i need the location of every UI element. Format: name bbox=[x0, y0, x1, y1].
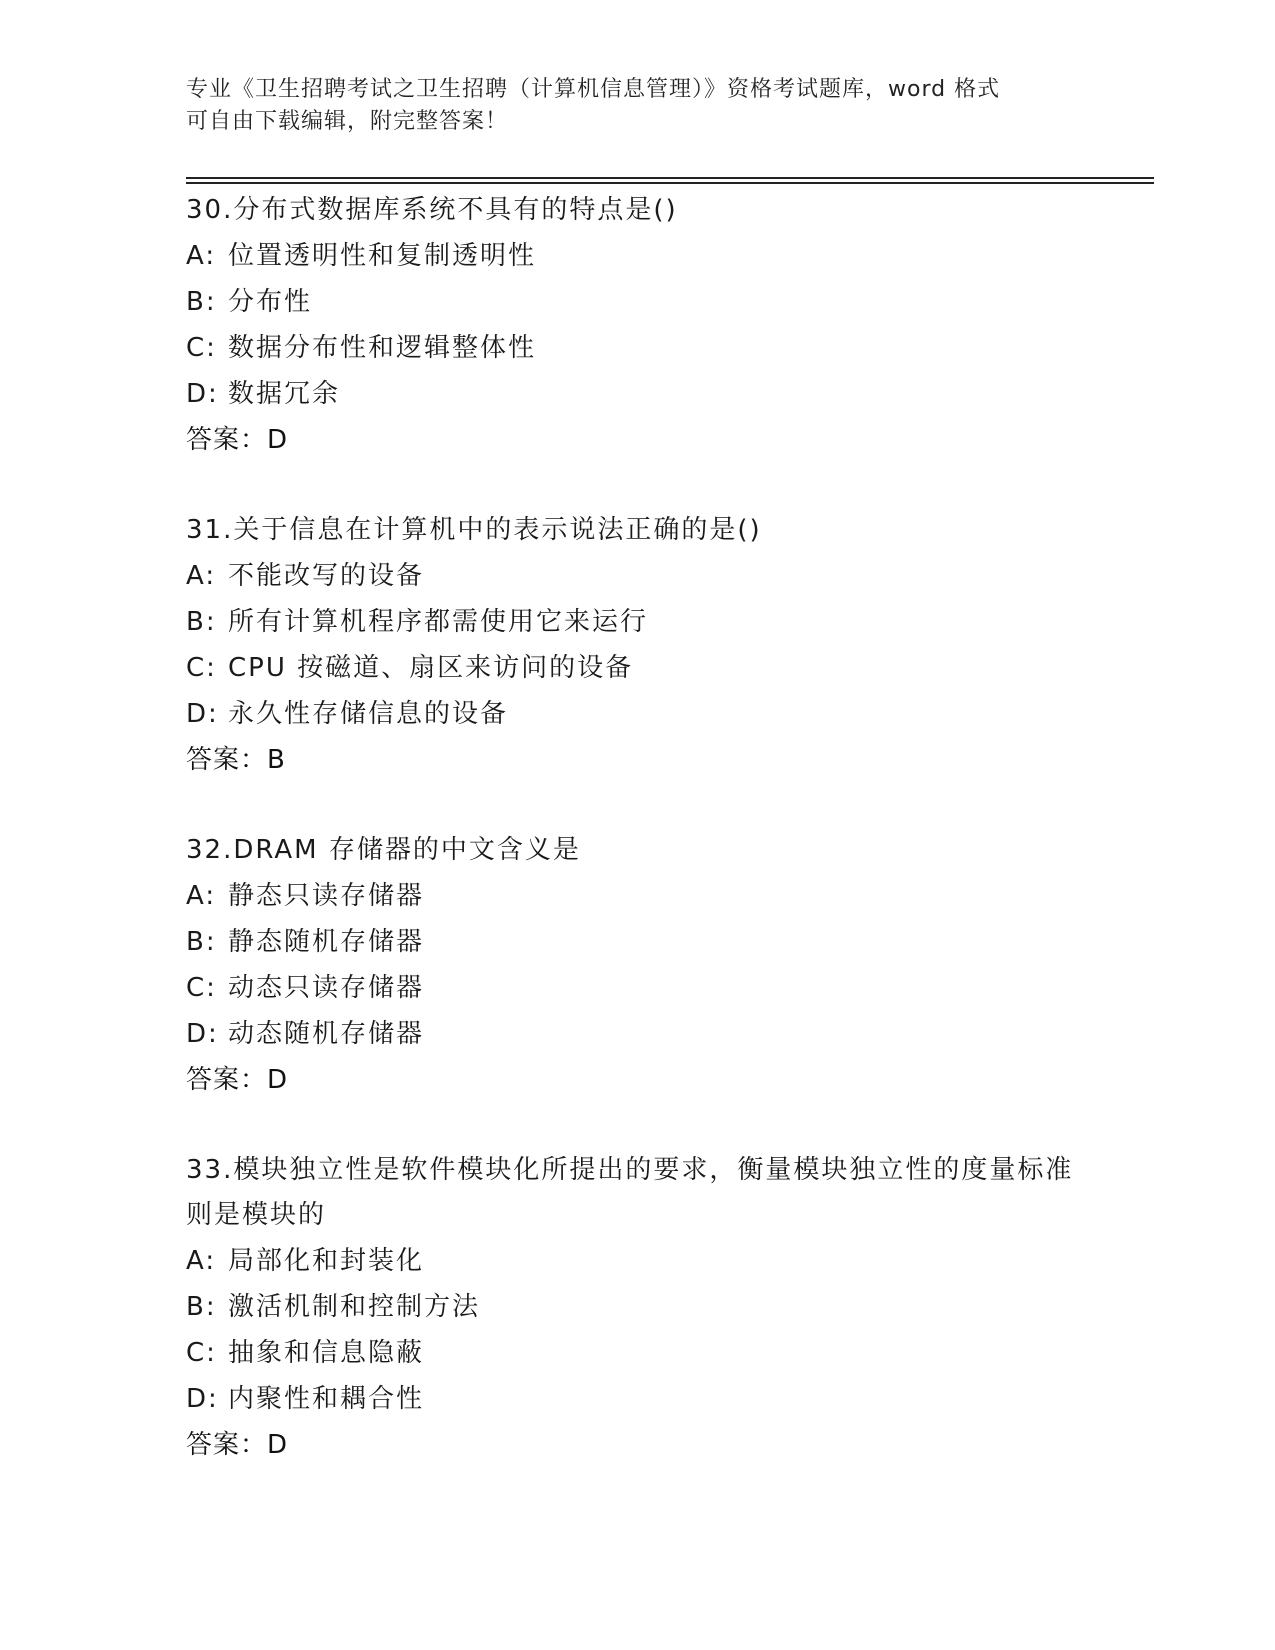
option-b bbox=[186, 919, 1086, 965]
option-text: 位置透明性和复制透明性 bbox=[228, 241, 537, 271]
option-letter: A: bbox=[186, 1246, 217, 1276]
question-text: 30.分布式数据库系统不具有的特点是() bbox=[186, 195, 678, 225]
option-letter: D: bbox=[186, 699, 219, 729]
option-text: 激活机制和控制方法 bbox=[228, 1292, 481, 1322]
option-text: 所有计算机程序都需使用它来运行 bbox=[228, 607, 649, 637]
option-text: 局部化和封装化 bbox=[228, 1246, 425, 1276]
question-list bbox=[186, 188, 1086, 1513]
question-31 bbox=[186, 508, 1086, 783]
option-letter: C: bbox=[186, 973, 217, 1003]
option-letter: C: bbox=[186, 333, 217, 363]
option-text: 数据分布性和逻辑整体性 bbox=[228, 333, 537, 363]
question-text: 33.模块独立性是软件模块化所提出的要求，衡量模块独立性的度量标准则是模块的 bbox=[186, 1155, 1074, 1230]
header-divider-top bbox=[186, 177, 1154, 179]
option-d bbox=[186, 691, 1086, 737]
option-letter: B: bbox=[186, 927, 217, 957]
option-letter: B: bbox=[186, 1292, 217, 1322]
answer-label: 答案：D bbox=[186, 1065, 289, 1095]
option-letter: A: bbox=[186, 561, 217, 591]
option-text: 动态只读存储器 bbox=[228, 973, 425, 1003]
header-line-2: 可自由下载编辑，附完整答案！ bbox=[186, 109, 509, 134]
option-a bbox=[186, 553, 1086, 599]
option-a bbox=[186, 1238, 1086, 1284]
option-letter: A: bbox=[186, 241, 217, 271]
option-b bbox=[186, 279, 1086, 325]
option-b bbox=[186, 599, 1086, 645]
option-letter: C: bbox=[186, 653, 217, 683]
option-c bbox=[186, 645, 1086, 691]
option-d bbox=[186, 1011, 1086, 1057]
option-a bbox=[186, 873, 1086, 919]
answer-label: 答案：D bbox=[186, 425, 289, 455]
option-text: 动态随机存储器 bbox=[228, 1019, 425, 1049]
option-text: 内聚性和耦合性 bbox=[228, 1384, 425, 1414]
option-text: 分布性 bbox=[228, 287, 313, 317]
option-c bbox=[186, 965, 1086, 1011]
option-d bbox=[186, 371, 1086, 417]
option-text: 数据冗余 bbox=[228, 379, 341, 409]
question-text: 31.关于信息在计算机中的表示说法正确的是() bbox=[186, 515, 762, 545]
option-text: 永久性存储信息的设备 bbox=[228, 699, 509, 729]
question-33 bbox=[186, 1148, 1086, 1468]
answer-label: 答案：B bbox=[186, 745, 286, 775]
option-text: 静态随机存储器 bbox=[228, 927, 425, 957]
option-letter: C: bbox=[186, 1338, 217, 1368]
option-letter: A: bbox=[186, 881, 217, 911]
option-text: 静态只读存储器 bbox=[228, 881, 425, 911]
option-letter: B: bbox=[186, 287, 217, 317]
option-letter: B: bbox=[186, 607, 217, 637]
option-a bbox=[186, 233, 1086, 279]
document-header bbox=[186, 74, 1066, 138]
option-c bbox=[186, 325, 1086, 371]
question-32 bbox=[186, 828, 1086, 1103]
option-text: CPU 按磁道、扇区来访问的设备 bbox=[228, 653, 634, 683]
option-letter: D: bbox=[186, 379, 219, 409]
option-letter: D: bbox=[186, 1384, 219, 1414]
option-b bbox=[186, 1284, 1086, 1330]
answer-label: 答案：D bbox=[186, 1430, 289, 1460]
question-text: 32.DRAM 存储器的中文含义是 bbox=[186, 835, 581, 865]
option-d bbox=[186, 1376, 1086, 1422]
header-divider-bottom bbox=[186, 182, 1154, 184]
option-text: 不能改写的设备 bbox=[228, 561, 425, 591]
option-letter: D: bbox=[186, 1019, 219, 1049]
header-line-1: 专业《卫生招聘考试之卫生招聘（计算机信息管理）》资格考试题库，word 格式 bbox=[186, 77, 1001, 102]
option-text: 抽象和信息隐蔽 bbox=[228, 1338, 425, 1368]
option-c bbox=[186, 1330, 1086, 1376]
question-30 bbox=[186, 188, 1086, 463]
